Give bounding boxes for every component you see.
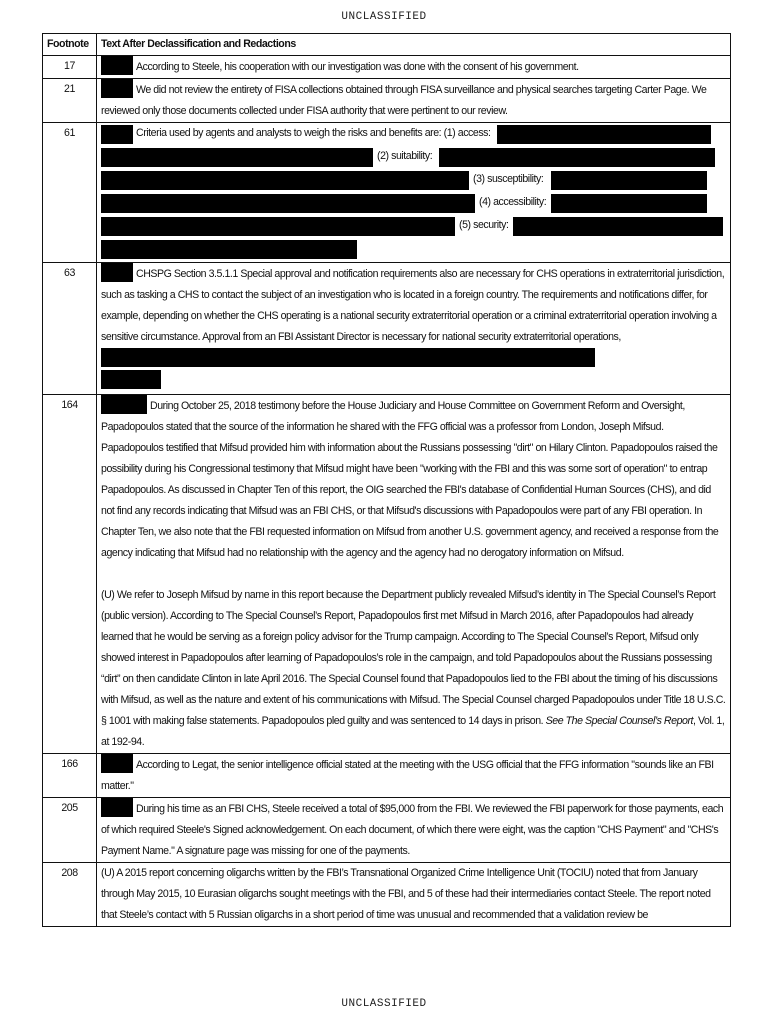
redaction-table [42, 33, 731, 927]
footnote-number: 208 [43, 863, 97, 927]
footnote-paragraph [101, 585, 726, 753]
footnote-text-cell [97, 56, 731, 79]
criteria-line-2 [101, 146, 726, 169]
redaction-block [101, 798, 133, 817]
redaction-block [101, 217, 455, 236]
criteria-line-1 [101, 123, 726, 146]
table-row [43, 754, 731, 798]
table-row [43, 123, 731, 263]
redaction-block [101, 148, 373, 167]
footnote-text-cell [97, 798, 731, 863]
criteria-susceptibility-label: (3) susceptibility: [473, 173, 544, 185]
footnote-text: CHSPG Section 3.5.1.1 Special approval and notification requirements also are necessary for CHS operations in extraterritorial jurisdiction, such as tasking a CHS to contact the subject of an investigation who is located in a foreign country. The requirements and notifications differ, for example, depending on whether the CHS operating is a national security extraterritorial operation or a criminal extraterritorial operation involving a sensitive circumstance. Approval from an FBI Assistant Director is necessary for national security [101, 268, 725, 343]
table-header-row [43, 34, 731, 56]
redaction-block [101, 79, 133, 98]
footnote-text-cell [97, 395, 731, 754]
footnote-number: 61 [43, 123, 97, 263]
footnote-number: 205 [43, 798, 97, 863]
footnote-paragraph [101, 395, 726, 564]
redaction-block [101, 348, 595, 367]
citation-detail: , Vol. 1, at 192-94. [101, 715, 725, 748]
column-header-footnote: Footnote [43, 34, 97, 56]
redaction-block [101, 754, 133, 773]
redaction-block [439, 148, 715, 167]
criteria-line-3 [101, 169, 726, 192]
table-row [43, 395, 731, 754]
table-row [43, 863, 731, 927]
classification-footer: UNCLASSIFIED [341, 998, 427, 1010]
table-row [43, 56, 731, 79]
footnote-number: 21 [43, 79, 97, 123]
criteria-line-5 [101, 215, 726, 238]
redaction-block [513, 217, 723, 236]
citation-title: See The Special Counsel’s Report [545, 715, 694, 727]
redaction-block [101, 56, 133, 75]
redaction-block [497, 125, 711, 144]
criteria-line-6 [101, 238, 726, 260]
redaction-block [101, 263, 133, 282]
criteria-security-label: (5) security: [459, 219, 509, 231]
footnote-number: 166 [43, 754, 97, 798]
footnote-text-cell [97, 754, 731, 798]
redaction-block [101, 171, 469, 190]
footnote-text-cell [97, 123, 731, 263]
footnote-text-cell [97, 79, 731, 123]
criteria-accessibility-label: (4) accessibility: [479, 196, 547, 208]
footnote-text-tail: extraterritorial operations, [513, 331, 621, 343]
footnote-text: (U) We refer to Joseph Mifsud by name in this report because the Department publicly revealed Mifsud’s identity in The Special Counsel’s Report (public version). According to The Special Counsel’s Report, Papadopoulos first met Mifsud in March 2016, after Papadopoulos had already learned that he would be serving as a foreign policy advisor for the Trump campaign. According to The Special Counsel’s Report, Mifsud only showed interest in Papadopoulos after learning of Papadopoulos’s role in the campaign, and told Papadopoulos about the Russians possessing “dirt” on then candidate Clinton in late April 2016. The Special Counsel found that Papadopoulos lied to the FBI about the timing of his discussions with Mifsud, as well as the nature and extent of his communications with Mifsud. The Special Counsel charged Papadopoulos under Title 18 U.S.C. § 1001 with making false statements. Papadopoulos pled guilty and was sentenced to 14 days in prison. [101, 589, 726, 727]
criteria-suitability-label: (2) suitability: [377, 150, 433, 162]
redaction-block [551, 194, 707, 213]
table-row [43, 798, 731, 863]
footnote-text: We did not review the entirety of FISA collections obtained through FISA surveillance and physical searches targeting Carter Page. We reviewed only those documents collected under FISA authority that were pertinent to our review. [101, 84, 707, 117]
classification-header: UNCLASSIFIED [341, 11, 427, 23]
footnote-number: 164 [43, 395, 97, 754]
table-row [43, 79, 731, 123]
criteria-lead-text: Criteria used by agents and analysts to weigh the risks and benefits are: (1) access: [136, 127, 491, 139]
redaction-block [101, 194, 475, 213]
footnote-text: (U) A 2015 report concerning oligarchs written by the FBI’s Transnational Organized Crime Intelligence Unit (TOCIU) noted that from January through May 2015, 10 Eurasian oligarchs sought meetings with the FBI, and 5 of these had their intermediaries contact Steele. The report noted that Steele’s contact with 5 Russian oligarchs in a short period of time was unusual and recommended that a validation review be [101, 867, 711, 921]
table-row [43, 263, 731, 395]
redaction-block [551, 171, 707, 190]
footnote-number: 63 [43, 263, 97, 395]
footnote-text: According to Legat, the senior intelligence official stated at the meeting with the USG official that the FFG information "sounds like an FBI matter." [101, 759, 714, 792]
footnote-number: 17 [43, 56, 97, 79]
redaction-block [101, 370, 161, 389]
redaction-block [101, 240, 357, 259]
footnote-text: During his time as an FBI CHS, Steele received a total of $95,000 from the FBI. We reviewed the FBI paperwork for those payments, each of which required Steele's Signed acknowledgement. On each document, of which there were eight, was the caption "CHS Payment" and "CHS's Payment Name." A signature page was missing for one of the payments. [101, 803, 724, 857]
footnote-text-cell [97, 263, 731, 395]
redaction-block [101, 395, 147, 414]
column-header-text: Text After Declassification and Redactions [97, 34, 731, 56]
redaction-block [101, 125, 133, 144]
footnote-text: During October 25, 2018 testimony before the House Judiciary and House Committee on Government Reform and Oversight, Papadopoulos stated that the source of the information he shared with the FFG official was a professor from London, Joseph Mifsud. Papadopoulos testified that Mifsud provided him with information about the Russians possessing "dirt" on Hilary Clinton. Papadopoulos raised the possibility during his Congressional testimony that Mifsud might have been "working with the FBI and this was some sort of operation" to entrap Papadopoulos. As discussed in Chapter Ten of this report, the OIG searched the FBI's database of Confidential Human Sources (CHS), and did not find any records indicating that Mifsud was an FBI CHS, or that Mifsud's discussions with Papadopoulos were part of any FBI operation. In Chapter Ten, we also note that the FBI requested information on Mifsud from another U.S. government agency, and received a response from the agency indicating that Mifsud had no relationship with the agency and the agency had no derogatory information on Mifsud. [101, 400, 719, 559]
footnote-text-cell [97, 863, 731, 927]
footnote-text: According to Steele, his cooperation with our investigation was done with the consent of his government. [136, 61, 579, 73]
criteria-line-4 [101, 192, 726, 215]
